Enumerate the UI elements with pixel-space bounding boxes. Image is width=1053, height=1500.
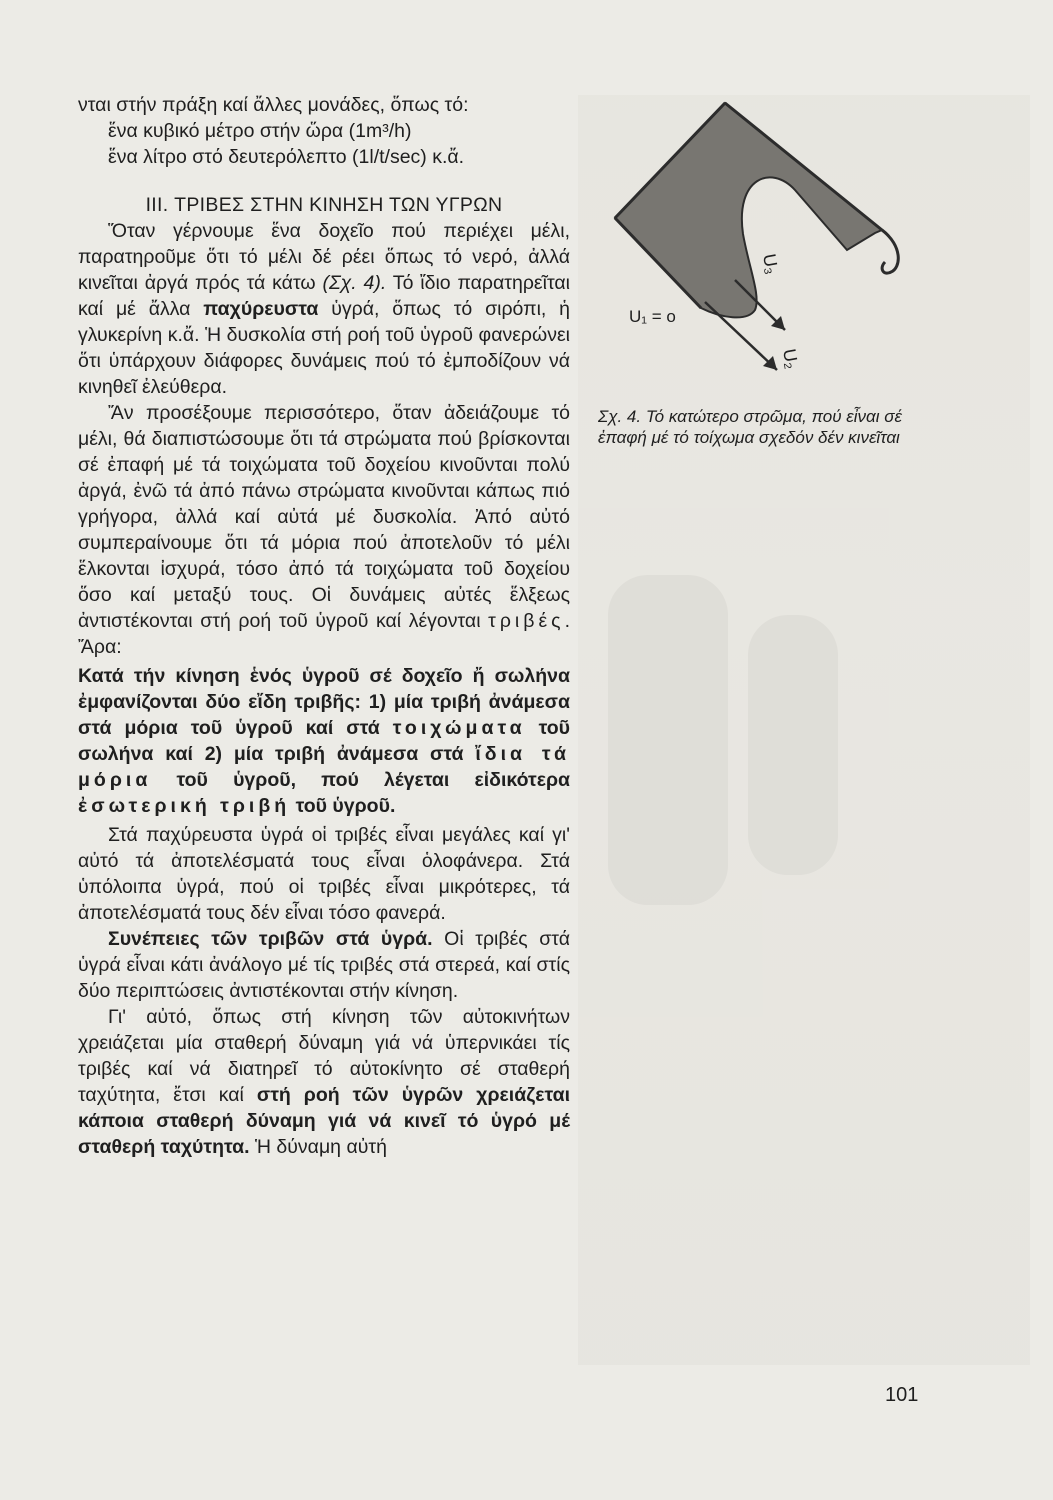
figure-ref: (Σχ. 4). — [322, 272, 387, 294]
subheading-consequences: Συνέπειες τῶν τριβῶν στά ὑγρά. — [108, 928, 433, 950]
figure-caption: Σχ. 4. Τό κατώτερο στρῶμα, πού εἶναι σέ ἐπαφή μέ τό τοίχωμα σχεδόν δέν κινεῖται — [598, 407, 902, 447]
label-u1: U₁ = o — [629, 307, 676, 326]
label-u3: U₃ — [759, 252, 783, 276]
main-text-column — [78, 92, 570, 1160]
para-layers: Ἄν προσέξουμε περισσότερο, ὅταν ἀδειάζουμε τό μέλι, θά διαπιστώσουμε ὅτι τά στρώματα πού βρίσκονται σέ ἐπαφή μέ τά τοιχώματα τοῦ δοχείου κινοῦνται πολύ ἀργά, ἐνῶ τά ἀπό πάνω στρώματα κινοῦνται κάπως πιό γρήγορα, ἀλλά καί αὐτά μέ δυσκολία. Ἀπό αὐτό συμπεραίνουμε ὅτι τά μόρια πού ἀποτελοῦν τό μέλι ἕλκονται ἰσχυρά, τόσο ἀπό τά τοιχώματα τοῦ δοχείου ὅσο καί μεταξύ τους. Οἱ δυνάμεις αὐτές ἕλξεως ἀντιστέκονται στή ροή τοῦ ὑγροῦ καί λέγονται τριβές. Ἄρα: — [78, 402, 570, 658]
para-units-b: ἕνα κυβικό μέτρο στήν ὥρα (1m³/h) — [108, 120, 412, 142]
para-viscous-effects: Στά παχύρευστα ὑγρά οἱ τριβές εἶναι μεγάλες καί γι' αὐτό τά ἀποτελέσματά τους εἶναι ὁλοφάνερα. Στά ὑπόλοιπα ὑγρά, πού οἱ τριβές εἶναι μικρότερες, τά ἀποτελέσματά τους δέν εἶναι τόσο φανερά. — [78, 824, 570, 924]
para-units-c: ἕνα λίτρο στό δευτερόλεπτο (1l/t/sec) κ.ἄ. — [108, 146, 465, 168]
para-units-a: νται στήν πράξη καί ἄλλες μονάδες, ὅπως τό: — [78, 94, 469, 116]
figure-flow-diagram — [585, 100, 915, 410]
container-fill — [615, 103, 882, 317]
rule-statement: Κατά τήν κίνηση ἑνός ὑγροῦ σέ δοχεῖο ἤ σωλήνα ἐμφανίζονται δύο εἴδη τριβῆς: 1) μία τριβή ἀνάμεσα στά μόρια τοῦ ὑγροῦ καί στά τοιχώματα τοῦ σωλήνα καί 2) μία τριβή ἀνάμεσα στά ἴδια τά μόρια τοῦ ὑγροῦ, πού λέγεται εἰδικότερα ἐσωτερική τριβή τοῦ ὑγροῦ. — [78, 665, 570, 817]
para-constant-force: Γι' αὐτό, ὅπως στή κίνηση τῶν αὐτοκινήτων χρειάζεται μία σταθερή δύναμη γιά νά ὑπερνικάει τίς τριβές καί νά διατηρεῖ τό αὐτοκίνητο σέ σταθερή ταχύτητα, ἔτσι καί στή ροή τῶν ὑγρῶν χρειάζεται κάποια σταθερή δύναμη γιά νά κινεῖ τό ὑγρό μέ σταθερή ταχύτητα. Ἡ δύναμη αὐτή — [78, 1006, 571, 1158]
term-friction: τριβές — [488, 610, 565, 632]
para-honey: Ὅταν γέρνουμε ἕνα δοχεῖο πού περιέχει μέλι, παρατηροῦμε ὅτι τό μέλι δέ ρέει ὅπως τό νερό, ἀλλά κινεῖται ἀργά πρός τά κάτω (Σχ. 4). Τό ἴδιο παρατηρεῖται καί μέ ἄλλα παχύρευστα ὑγρά, ὅπως τό σιρόπι, ἡ γλυκερίνη κ.ἄ. Ἡ δυσκολία στή ροή τοῦ ὑγροῦ φανερώνει ὅτι ὑπάρχουν διάφορες δυνάμεις πού τό ἐμποδίζουν νά κινηθεῖ ἐλεύθερα. — [78, 220, 570, 398]
label-u2: U₂ — [779, 347, 803, 371]
page-number: 101 — [885, 1384, 919, 1406]
section-heading: III. ΤΡΙΒΕΣ ΣΤΗΝ ΚΙΝΗΣΗ ΤΩΝ ΥΓΡΩΝ — [145, 194, 503, 216]
term-viscous: παχύρευστα — [203, 298, 319, 320]
para-consequences: Συνέπειες τῶν τριβῶν στά ὑγρά. Οἱ τριβές στά ὑγρά εἶναι κάτι ἀνάλογο μέ τίς τριβές στά στερεά, καί στίς δύο περιπτώσεις ἀντιστέκονται στήν κίνηση. — [78, 928, 570, 1002]
